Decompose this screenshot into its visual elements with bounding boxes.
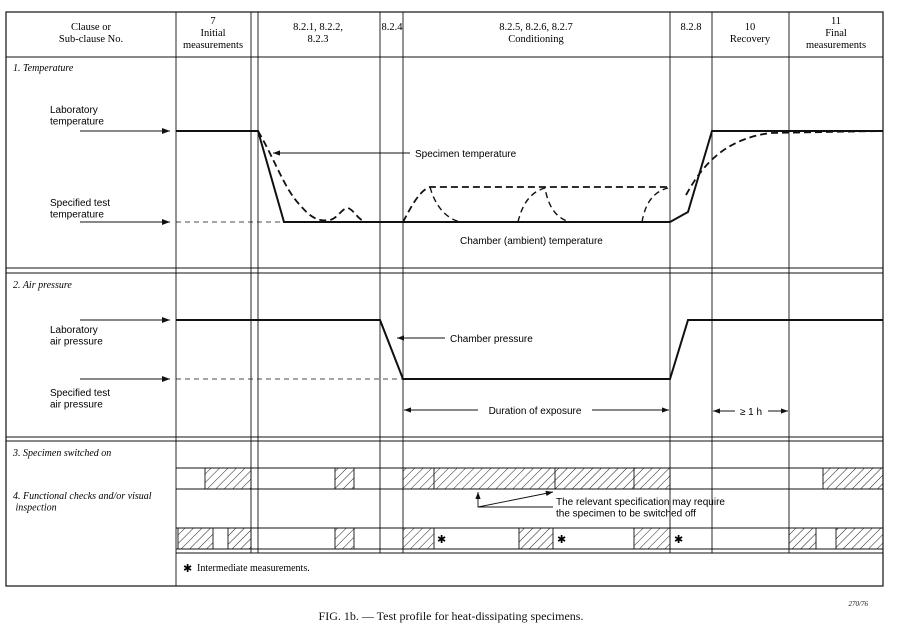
col-header-recovery: 10 Recovery bbox=[729, 22, 771, 46]
section-temperature-title: 1. Temperature bbox=[13, 63, 74, 74]
specimen-intermediate-bumps bbox=[430, 187, 668, 222]
col-header-8-2-4: 8.2.4 bbox=[381, 22, 403, 33]
chamber-pressure-curve bbox=[176, 320, 883, 379]
figure-caption: FIG. 1b. — Test profile for heat-dissipating specimens. bbox=[318, 609, 584, 623]
switch-off-note: The relevant specification may require the specimen to be switched off bbox=[556, 497, 725, 520]
lab-temperature-label: Laboratory temperature bbox=[50, 105, 104, 128]
duration-label: Duration of exposure bbox=[488, 406, 582, 417]
lab-pressure-label: Laboratory air pressure bbox=[50, 325, 103, 348]
legend-symbol: ✱ bbox=[183, 563, 193, 575]
col-header-clause: Clause or Sub-clause No. bbox=[58, 22, 124, 46]
col-header-final: 11 Final measurements bbox=[805, 16, 867, 52]
specimen-temperature-curve bbox=[258, 131, 880, 222]
recovery-duration-label: ≥ 1 h bbox=[739, 407, 763, 418]
col-header-initial: 7 Initial measurements bbox=[182, 16, 244, 52]
intermediate-mark: ✱ bbox=[437, 534, 447, 546]
section-pressure-title: 2. Air pressure bbox=[13, 280, 72, 291]
chamber-pressure-label: Chamber pressure bbox=[450, 334, 533, 345]
test-temperature-label: Specified test temperature bbox=[50, 198, 111, 221]
switch-off-note-arrows bbox=[478, 492, 553, 507]
test-pressure-label: Specified test air pressure bbox=[50, 388, 111, 411]
col-header-8-2-1: 8.2.1, 8.2.2, 8.2.3 bbox=[293, 22, 343, 46]
specimen-temperature-label: Specimen temperature bbox=[415, 149, 517, 160]
switched-on-bar bbox=[176, 468, 883, 489]
legend-text: Intermediate measurements. bbox=[197, 563, 310, 574]
intermediate-mark: ✱ bbox=[674, 534, 684, 546]
section-switched-title: 3. Specimen switched on bbox=[13, 448, 112, 459]
figure-reference: 270/76 bbox=[848, 600, 868, 608]
checks-bar bbox=[176, 528, 883, 549]
intermediate-mark: ✱ bbox=[557, 534, 567, 546]
chamber-temperature-curve bbox=[176, 131, 883, 222]
chamber-temperature-label: Chamber (ambient) temperature bbox=[460, 236, 603, 247]
section-checks-title: 4. Functional checks and/or visual inspection bbox=[13, 491, 152, 514]
col-header-8-2-8: 8.2.8 bbox=[680, 22, 702, 33]
col-header-conditioning: 8.2.5, 8.2.6, 8.2.7 Conditioning bbox=[499, 22, 573, 46]
